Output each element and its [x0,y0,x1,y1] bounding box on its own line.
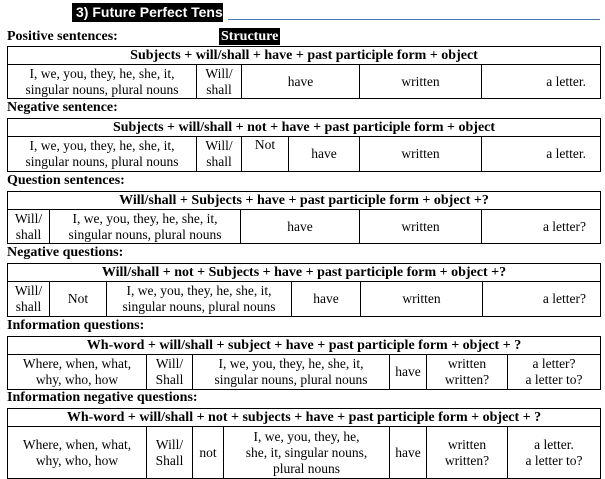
verb-cell: written [360,65,482,99]
auxiliary-cell: Will/ shall [197,137,242,172]
object-cell: a letter. [482,65,601,99]
section-label-negative-question: Negative questions: [7,245,124,260]
subjects-cell: I, we, you, they, he, she, it, singular nouns, plural nouns [107,282,292,317]
have-cell: have [289,137,360,172]
table-info-question [7,336,601,390]
formula-negative: Subjects + will/shall + not + have + past participle form + object [8,119,601,137]
subjects-cell: I, we, you, they, he, she, it, singular nouns, plural nouns [8,137,197,172]
object-cell: a letter? [483,282,601,317]
formula-positive: Subjects + will/shall + have + past participle form + object [8,47,601,65]
section-label-negative: Negative sentence: [7,100,118,115]
wh-word-cell: Where, when, what, why, who, how [8,427,147,479]
verb-cell: written [361,282,483,317]
have-cell: have [390,427,427,479]
section-label-positive: Positive sentences: [7,29,118,44]
subjects-cell: I, we, you, they, he, she, it, singular nouns, plural nouns [50,210,241,244]
wh-word-cell: Where, when, what, why, who, how [8,355,147,390]
formula-info-negative: Wh-word + will/shall + not + subjects + have + past participle form + object + ? [8,409,601,427]
subjects-cell: I, we, you, they, he, she, it, singular nouns, plural nouns [224,427,390,479]
table-info-negative [7,408,601,479]
section-label-info-question: Information questions: [7,318,145,333]
subjects-cell: I, we, you, they, he, she, it, singular nouns, plural nouns [8,65,197,99]
table-question [7,191,601,244]
not-cell: not [193,427,224,479]
structure-label: Structure [221,29,279,44]
auxiliary-cell: Will/ shall [197,65,242,99]
object-cell: a letter. a letter to? [508,427,601,479]
auxiliary-cell: Will/ Shall [147,355,193,390]
have-cell: have [292,282,361,317]
heading-rule [228,19,600,20]
section-label-question: Question sentences: [7,173,125,188]
formula-negative-question: Will/shall + not + Subjects + have + past participle form + object +? [8,264,601,282]
object-cell: a letter? [482,210,601,244]
auxiliary-cell: Will/ shall [8,210,50,244]
object-cell: a letter? a letter to? [508,355,601,390]
subjects-cell: I, we, you, they, he, she, it, singular nouns, plural nouns [193,355,390,390]
section-label-info-negative: Information negative questions: [7,390,198,405]
have-cell: have [241,210,360,244]
table-negative-question [7,263,601,317]
formula-question: Will/shall + Subjects + have + past participle form + object +? [8,192,601,210]
verb-cell: written written? [427,355,508,390]
auxiliary-cell: Will/ shall [8,282,50,317]
auxiliary-cell: Will/ Shall [147,427,193,479]
not-cell: Not [50,282,107,317]
verb-cell: written [360,137,482,172]
verb-cell: written written? [427,427,508,479]
table-negative [7,118,601,172]
verb-cell: written [360,210,482,244]
not-cell: Not [242,137,289,172]
page-title: 3) Future Perfect Tense: [76,4,236,20]
have-cell: have [242,65,360,99]
have-cell: have [390,355,427,390]
object-cell: a letter. [482,137,601,172]
formula-info-question: Wh-word + will/shall + subject + have + past participle form + object + ? [8,337,601,355]
table-positive [7,46,601,99]
